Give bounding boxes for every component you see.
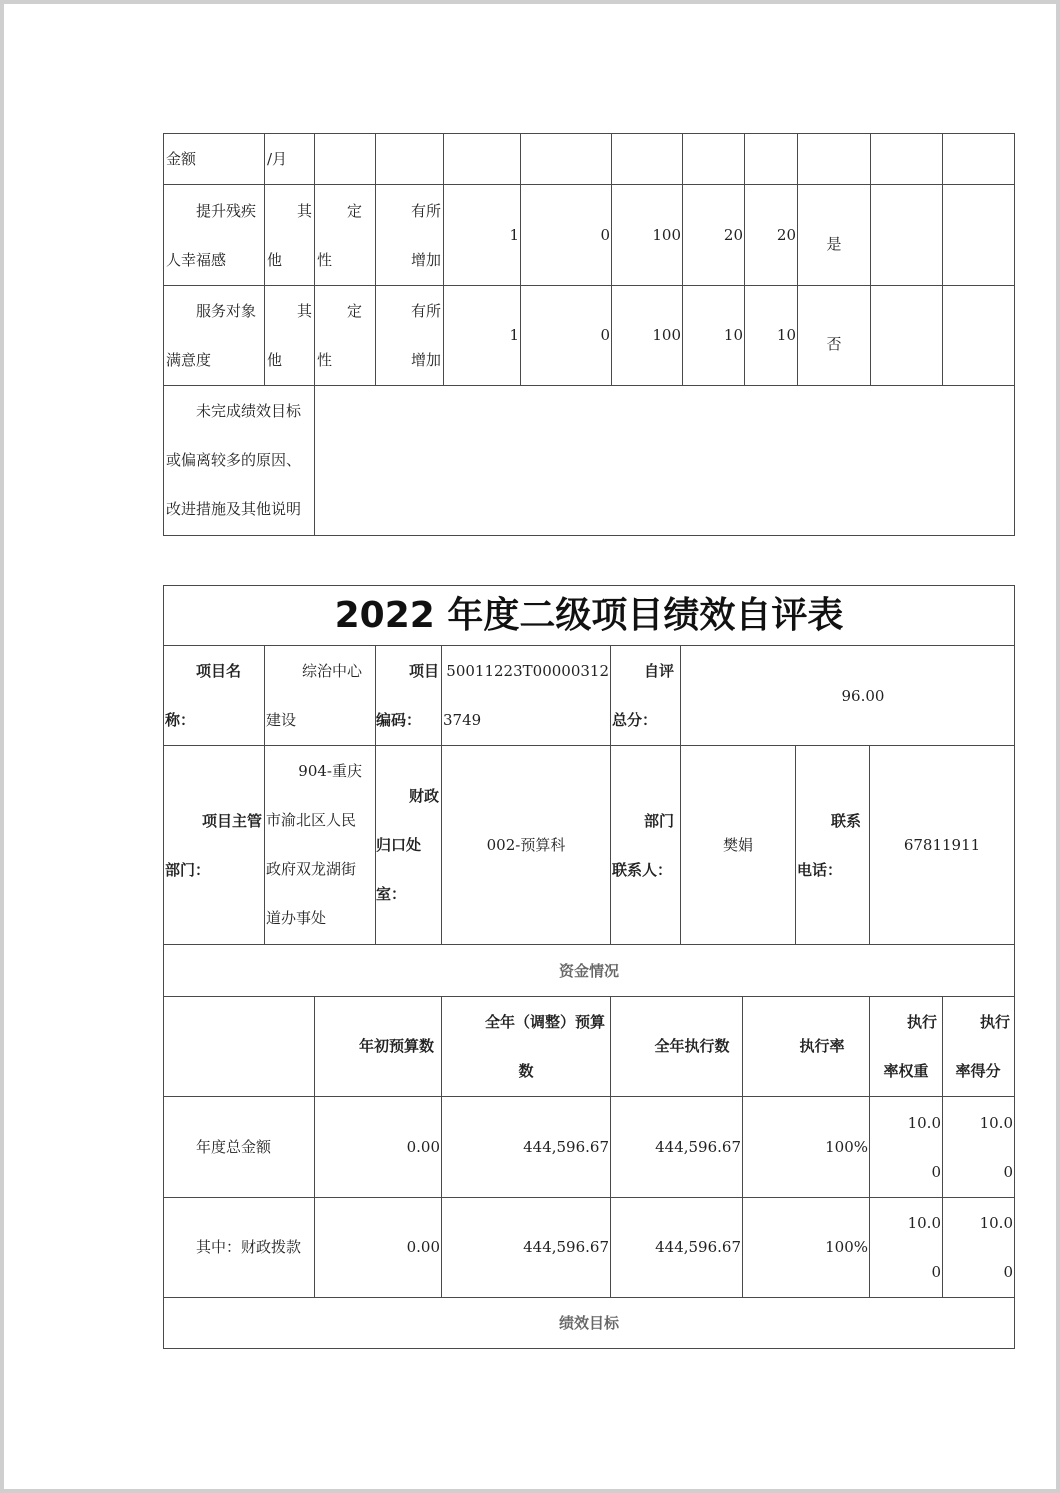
project-name: 建设 [266, 711, 297, 729]
header-rate-score: 执行 [979, 1013, 1010, 1031]
goals-section-header: 绩效目标 [558, 1314, 619, 1332]
header-rate-weight: 执行 [906, 1013, 937, 1031]
finance-office-label: 财政 [408, 787, 439, 805]
finance-office-label: 归口处 [376, 836, 422, 854]
cell-indicator-name: 提升残疾 [196, 202, 257, 220]
header-rate-score: 率得分 [955, 1062, 1001, 1080]
dept-name: 904-重庆 [298, 762, 362, 780]
dept-name: 市渝北区人民 [266, 811, 357, 829]
cell-score: 0 [1003, 1263, 1013, 1281]
cell-indicator-nature: 定 [346, 302, 362, 320]
cell-weight: 10.0 [907, 1214, 941, 1232]
cell-adjusted: 444,596.67 [523, 1138, 609, 1156]
cell-value: 10 [776, 326, 796, 344]
dept-label: 部门： [165, 861, 211, 879]
cell-value: 0 [600, 226, 610, 244]
cell-target: 有所 [410, 302, 441, 320]
cell-score: 0 [1003, 1163, 1013, 1181]
cell-indicator-type: 他 [267, 251, 283, 269]
cell-indicator-type: 其 [296, 202, 312, 220]
score-label: 自评 [643, 662, 674, 680]
cell-rate: 100% [825, 1238, 868, 1256]
project-name-label: 项目名 [196, 662, 242, 680]
project-name-label: 称： [165, 711, 196, 729]
cell-indicator-nature: 性 [317, 351, 333, 369]
cell-score: 10.0 [979, 1214, 1013, 1232]
score-label: 总分： [612, 711, 658, 729]
cell-value: 1 [509, 226, 519, 244]
cell-target: 增加 [410, 251, 441, 269]
finance-office: 002-预算科 [486, 836, 566, 854]
project-code-label: 项目 [408, 662, 439, 680]
cell-indicator-name: 人幸福感 [166, 251, 227, 269]
cell-indicator-nature: 性 [317, 251, 333, 269]
cell-executed: 444,596.67 [655, 1238, 741, 1256]
project-code: 50011223T00000312 [446, 662, 609, 680]
page-title: 2022 年度二级项目绩效自评表 [334, 595, 844, 636]
cell-indicator-name: 服务对象 [196, 302, 257, 320]
dept-name: 道办事处 [266, 909, 327, 927]
cell-executed: 444,596.67 [655, 1138, 741, 1156]
cell-indicator-type: 其 [296, 302, 312, 320]
header-executed: 全年执行数 [654, 1037, 730, 1055]
cell-weight: 0 [931, 1263, 941, 1281]
row-label: 其中：财政拨款 [196, 1238, 302, 1256]
phone-number: 67811911 [903, 836, 981, 854]
cell-value: 20 [723, 226, 743, 244]
project-code-label: 编码： [376, 711, 422, 729]
project-code: 3749 [443, 711, 482, 729]
cell-value: 100 [652, 226, 681, 244]
header-adjusted-budget: 全年（调整）预算 [484, 1013, 605, 1031]
cell-value: 20 [776, 226, 796, 244]
total-score: 96.00 [841, 687, 885, 705]
funds-section-header: 资金情况 [558, 962, 619, 980]
row-label: 年度总金额 [196, 1138, 272, 1156]
cell-score: 10.0 [979, 1114, 1013, 1132]
finance-office-label: 室： [376, 885, 407, 903]
cell-flag: 是 [826, 235, 842, 253]
cell-indicator-type: 他 [267, 351, 283, 369]
cell-weight: 0 [931, 1163, 941, 1181]
cell-indicator-name: 满意度 [166, 351, 212, 369]
phone-label: 电话： [797, 861, 843, 879]
cell-target: 增加 [410, 351, 441, 369]
cell-initial: 0.00 [406, 1138, 440, 1156]
cell-amount-label: 金额 [166, 150, 197, 168]
remark-label: 改进措施及其他说明 [166, 500, 302, 518]
cell-weight: 10.0 [907, 1114, 941, 1132]
contact-label: 部门 [643, 812, 674, 830]
project-name: 综治中心 [301, 662, 362, 680]
cell-value: 1 [509, 326, 519, 344]
header-exec-rate: 执行率 [799, 1037, 845, 1055]
cell-flag: 否 [826, 335, 842, 353]
header-initial-budget: 年初预算数 [358, 1037, 434, 1055]
remark-label: 或偏离较多的原因、 [166, 451, 302, 469]
dept-name: 政府双龙湖街 [266, 860, 357, 878]
cell-initial: 0.00 [406, 1238, 440, 1256]
cell-target: 有所 [410, 202, 441, 220]
cell-rate: 100% [825, 1138, 868, 1156]
contact-label: 联系人： [612, 861, 673, 879]
contact-person: 樊娟 [722, 836, 753, 854]
cell-value: 10 [723, 326, 743, 344]
header-rate-weight: 率权重 [883, 1062, 929, 1080]
cell-indicator-nature: 定 [346, 202, 362, 220]
cell-value: 100 [652, 326, 681, 344]
cell-adjusted: 444,596.67 [523, 1238, 609, 1256]
cell-value: 0 [600, 326, 610, 344]
phone-label: 联系 [830, 812, 861, 830]
dept-label: 项目主管 [201, 812, 262, 830]
header-adjusted-budget: 数 [518, 1062, 534, 1080]
remark-label: 未完成绩效目标 [196, 402, 302, 420]
cell-amount-unit: /月 [267, 150, 288, 168]
